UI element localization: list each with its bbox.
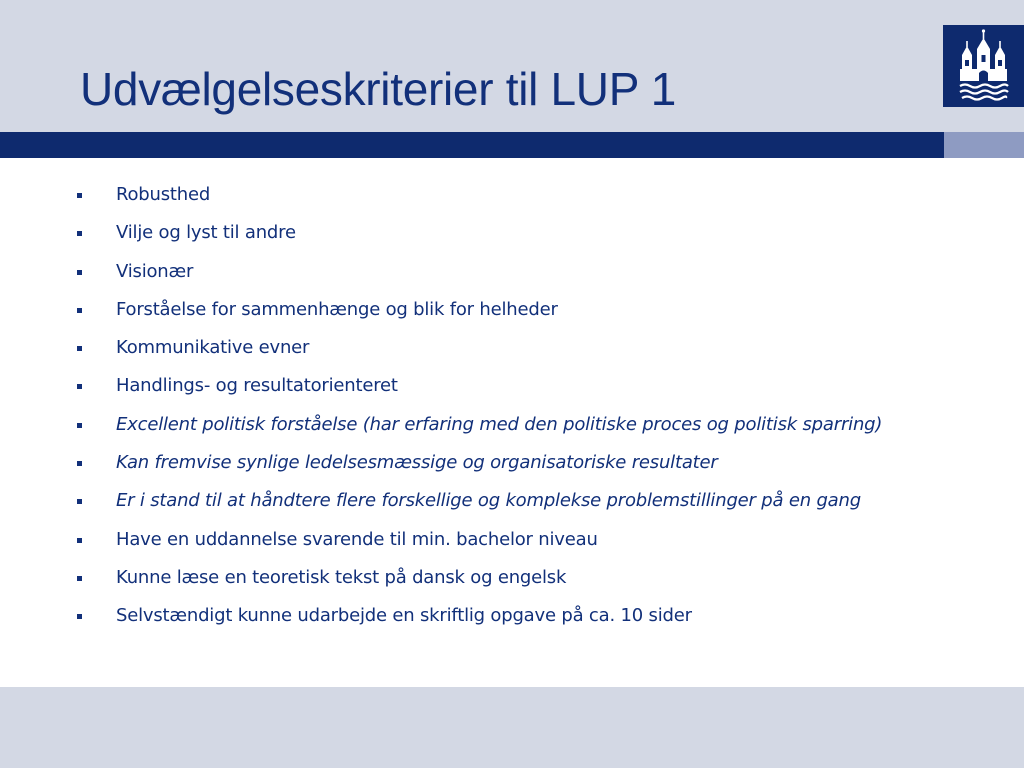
list-item: Handlings- og resultatorienteret — [74, 372, 882, 410]
footer-band — [0, 687, 1024, 768]
list-item: Forståelse for sammenhænge og blik for helheder — [74, 296, 882, 334]
list-item: Kan fremvise synlige ledelsesmæssige og organisatoriske resultater — [74, 449, 882, 487]
header-rule-accent — [944, 132, 1024, 158]
list-item: Er i stand til at håndtere flere forskellige og komplekse problemstillinger på en gang — [74, 487, 882, 525]
bullet-square-icon — [77, 231, 82, 236]
copenhagen-coat-of-arms-icon — [943, 25, 1024, 107]
list-item: Selvstændigt kunne udarbejde en skriftlig opgave på ca. 10 sider — [74, 602, 882, 640]
list-item: Visionær — [74, 258, 882, 296]
list-item: Kommunikative evner — [74, 334, 882, 372]
bullet-square-icon — [77, 576, 82, 581]
bullet-square-icon — [77, 193, 82, 198]
bullet-square-icon — [77, 499, 82, 504]
bullet-square-icon — [77, 461, 82, 466]
header-rule — [0, 132, 944, 158]
bullet-square-icon — [77, 308, 82, 313]
bullet-square-icon — [77, 270, 82, 275]
bullet-list — [74, 181, 882, 641]
list-item: Vilje og lyst til andre — [74, 219, 882, 257]
bullet-square-icon — [77, 614, 82, 619]
bullet-square-icon — [77, 423, 82, 428]
list-item: Robusthed — [74, 181, 882, 219]
bullet-square-icon — [77, 538, 82, 543]
list-item: Have en uddannelse svarende til min. bachelor niveau — [74, 526, 882, 564]
list-item: Kunne læse en teoretisk tekst på dansk og engelsk — [74, 564, 882, 602]
list-item: Excellent politisk forståelse (har erfaring med den politiske proces og politisk sparring) — [74, 411, 882, 449]
bullet-square-icon — [77, 384, 82, 389]
bullet-square-icon — [77, 346, 82, 351]
slide-title: Udvælgelseskriterier til LUP 1 — [80, 63, 677, 115]
